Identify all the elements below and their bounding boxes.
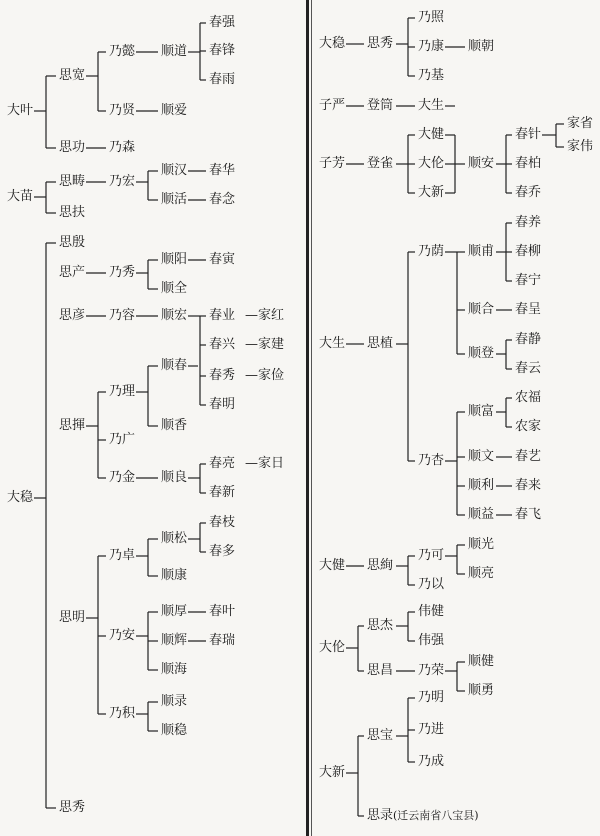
- node-chunfeng: 春锋: [209, 43, 236, 58]
- node-r-naicheng: 乃成: [418, 754, 445, 769]
- node-r-chunfei: 春飞: [515, 507, 542, 522]
- node-r-chunlai: 春来: [515, 478, 542, 493]
- node-chunzhi: 春枝: [209, 515, 236, 530]
- node-r-shunwen: 顺文: [468, 449, 495, 464]
- node-chunliang: 春亮: [209, 456, 236, 471]
- node-r-chunjing: 春静: [515, 332, 542, 347]
- node-naixian: 乃贤: [109, 103, 136, 118]
- node-siyu: 思畴: [59, 174, 86, 189]
- node-shunhui: 顺辉: [161, 633, 188, 648]
- node-shunchun: 顺春: [161, 358, 188, 373]
- node-chunye: 春业: [209, 308, 236, 323]
- node-shunlu: 顺录: [161, 694, 188, 709]
- node-r-dalun: 大伦: [418, 156, 445, 171]
- node-shunhai: 顺海: [161, 662, 188, 677]
- node-daye: 大叶: [7, 103, 34, 118]
- node-jiajian: —家建: [245, 337, 285, 352]
- node-chunnian: 春念: [209, 192, 236, 207]
- node-r-naike: 乃可: [418, 548, 445, 563]
- node-r-sizhi: 思植: [367, 336, 394, 351]
- node-r-naizhao: 乃照: [418, 10, 445, 25]
- node-shunkang: 顺康: [161, 568, 188, 583]
- node-r-nongjia: 农家: [515, 419, 542, 434]
- node-r-shunfu: 顺甫: [468, 244, 495, 259]
- node-r-jiawei: 家伟: [567, 139, 594, 154]
- node-naihong: 乃宏: [109, 174, 136, 189]
- node-naiji: 乃积: [109, 706, 136, 721]
- node-r-naiyi: 乃以: [418, 577, 445, 592]
- node-r-sijie: 思杰: [367, 618, 394, 633]
- node-r-chunyun: 春云: [515, 361, 542, 376]
- silu-name: 思录: [367, 808, 394, 823]
- node-siming: 思明: [59, 610, 86, 625]
- node-r-naiyin: 乃荫: [418, 244, 445, 259]
- node-naiguang: 乃广: [109, 432, 136, 447]
- node-damiao: 大苗: [7, 189, 34, 204]
- node-naili: 乃理: [109, 384, 136, 399]
- node-r-chunliu: 春柳: [515, 244, 542, 259]
- node-jiari: —家日: [245, 456, 285, 471]
- node-r-jiasheng: 家省: [567, 116, 594, 131]
- node-r-chunqiao: 春乔: [515, 185, 542, 200]
- node-r-shunyong: 顺勇: [468, 683, 495, 698]
- node-siyin: 思殷: [59, 235, 86, 250]
- node-shunquan: 顺全: [161, 281, 188, 296]
- node-shunyang: 顺阳: [161, 252, 188, 267]
- node-naixiu: 乃秀: [109, 265, 136, 280]
- node-sifu: 思扶: [59, 205, 86, 220]
- node-r-chunyang: 春养: [515, 215, 542, 230]
- node-naiyi: 乃懿: [109, 44, 136, 59]
- node-r-daxin: 大新: [418, 185, 445, 200]
- node-r-shundeng: 顺登: [468, 346, 495, 361]
- node-shunai: 顺爱: [161, 103, 188, 118]
- node-r-ziyan: 子严: [319, 98, 346, 113]
- node-r-sichang: 思昌: [367, 663, 394, 678]
- node-r-daxin2: 大新: [319, 765, 346, 780]
- node-r-naijin: 乃进: [418, 722, 445, 737]
- node-sixiu: 思秀: [59, 800, 86, 815]
- node-sihui: 思揮: [59, 418, 86, 433]
- node-shunhou: 顺厚: [161, 604, 188, 619]
- node-r-chunning: 春宁: [515, 273, 542, 288]
- node-r-dasheng: 大生: [418, 98, 445, 113]
- node-chunqiang: 春强: [209, 15, 236, 30]
- node-r-naikang: 乃康: [418, 39, 445, 54]
- node-r-sibao: 思宝: [367, 728, 394, 743]
- node-r-dajian: 大健: [418, 127, 445, 142]
- node-r-sixiu: 思秀: [367, 36, 394, 51]
- node-chunxin: 春新: [209, 485, 236, 500]
- node-naisen: 乃森: [109, 140, 136, 155]
- node-shunxiang: 顺香: [161, 418, 188, 433]
- node-chunyin: 春寅: [209, 252, 236, 267]
- node-naizhuo: 乃卓: [109, 548, 136, 563]
- node-jiahong: —家红: [245, 308, 285, 323]
- node-r-shunhe: 顺合: [468, 302, 495, 317]
- node-sigong: 思功: [59, 140, 86, 155]
- node-chunming: 春明: [209, 397, 236, 412]
- silu-note: (迁云南省八宝县): [393, 809, 479, 822]
- node-shunhuo: 顺活: [161, 192, 188, 207]
- node-r-naixing: 乃杏: [418, 453, 445, 468]
- node-r-nairong: 乃荣: [418, 663, 445, 678]
- node-r-chunzhen: 春针: [515, 127, 542, 142]
- node-jiajian2: —家俭: [245, 368, 285, 383]
- node-r-shunchao: 顺朝: [468, 39, 495, 54]
- node-r-dajian2: 大健: [319, 558, 346, 573]
- node-chunxiu: 春秀: [209, 368, 236, 383]
- node-siyan: 思彦: [59, 308, 86, 323]
- node-r-naiming: 乃明: [418, 690, 445, 705]
- node-shunhong: 顺宏: [161, 308, 188, 323]
- node-chunduo: 春多: [209, 544, 236, 559]
- node-r-dawen: 大稳: [319, 36, 346, 51]
- node-sichan: 思产: [59, 265, 86, 280]
- node-chunxing: 春兴: [209, 337, 236, 352]
- node-nairong: 乃容: [109, 308, 136, 323]
- node-shunliang: 顺良: [161, 470, 188, 485]
- node-shunwen: 顺稳: [161, 723, 188, 738]
- node-chunrui: 春瑞: [209, 633, 236, 648]
- node-r-chunbai: 春柏: [515, 156, 542, 171]
- node-r-dasheng2: 大生: [319, 336, 346, 351]
- node-r-shunan: 顺安: [468, 156, 495, 171]
- node-chunhua: 春华: [209, 163, 236, 178]
- node-r-dengque: 登雀: [367, 156, 394, 171]
- node-r-dalun2: 大伦: [319, 640, 346, 655]
- node-r-shunliang: 顺亮: [468, 566, 495, 581]
- node-r-sixu: 思絢: [367, 558, 394, 573]
- node-r-shunfu2: 顺富: [468, 404, 495, 419]
- node-r-shunguang: 顺光: [468, 537, 495, 552]
- node-shunhan: 顺汉: [161, 163, 188, 178]
- node-r-chunyi: 春艺: [515, 449, 542, 464]
- node-chunyu: 春雨: [209, 72, 236, 87]
- node-naijin: 乃金: [109, 470, 136, 485]
- node-r-shunyi: 顺益: [468, 507, 495, 522]
- node-r-weijian: 伟健: [418, 604, 445, 619]
- node-r-chuncheng: 春呈: [515, 302, 542, 317]
- node-r-naiji: 乃基: [418, 68, 445, 83]
- node-r-zifang: 子芳: [319, 156, 346, 171]
- node-r-nongfu: 农福: [515, 390, 542, 405]
- node-r-dengjun: 登筒: [367, 98, 394, 113]
- node-sikuan: 思宽: [59, 68, 86, 83]
- node-chunye2: 春叶: [209, 604, 236, 619]
- node-r-shunli: 顺利: [468, 478, 495, 493]
- node-naian: 乃安: [109, 628, 136, 643]
- node-shundao: 顺道: [161, 44, 188, 59]
- node-r-weiqiang: 伟强: [418, 633, 445, 648]
- node-shunsong: 顺松: [161, 531, 188, 546]
- node-r-shunjian: 顺健: [468, 654, 495, 669]
- node-r-silu: [366, 808, 480, 824]
- node-dawen: 大稳: [7, 490, 34, 505]
